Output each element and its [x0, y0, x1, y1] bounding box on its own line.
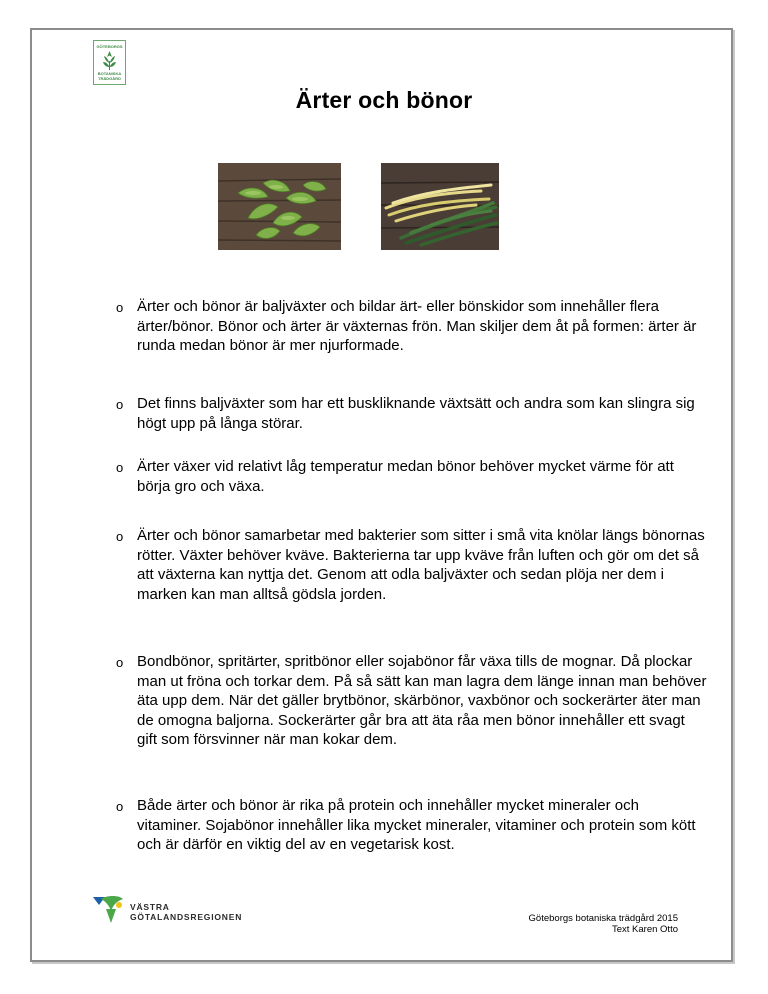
bullet-marker: o — [116, 397, 124, 412]
svg-text:BOTANISKA: BOTANISKA — [97, 71, 122, 76]
bullet-text: Ärter och bönor är baljväxter och bildar ärt- eller bönskidor som innehåller flera ärter/bönor. Bönor och ärter är växternas frön. Man skiljer dem åt på formen: ärter är runda medan bönor är mer njurformade. — [137, 298, 697, 354]
bullet-marker: o — [116, 300, 124, 315]
bullet-text: Ärter och bönor samarbetar med bakterier som sitter i små vita knölar längs bönornas rötter. Växter behöver kväve. Bakterierna tar upp kväve från luften och gör om det så att växterna kan nyttja det. Genom att odla baljväxter och sedan plöja ner dem i marken kan man alltså gödsla jorden. — [137, 527, 705, 603]
bullet-text: Både ärter och bönor är rika på protein och innehåller mycket mineraler och vitaminer. Sojabönor innehåller lika mycket mineraler, vitaminer och protein som kött och är därför en viktig del av en vegetarisk kost. — [137, 797, 696, 853]
page-title: Ärter och bönor — [295, 87, 473, 113]
bullet-text: Bondbönor, spritärter, spritbönor eller sojabönor får växa tills de mognar. Då plockar man ut fröna och torkar dem. På så sätt kan man lagra dem länge innan man behöver äta upp dem. När det gäller brytbönor, skärbönor, vaxbönor och sockerärter äter man de omogna baljorna. Sockerärter går bra att äta råa men bönor innehåller ett svagt gift som försvinner när man kokar dem. — [137, 653, 707, 748]
bullet-marker: o — [116, 529, 124, 544]
footer-credits — [529, 913, 678, 935]
bullet-marker: o — [116, 460, 124, 475]
svg-text:GÖTEBORGS: GÖTEBORGS — [96, 44, 123, 49]
list-item — [116, 526, 707, 604]
yellow-and-green-beans-photo — [381, 163, 499, 250]
list-item — [116, 652, 707, 750]
vgr-logo-text: VÄSTRA GÖTALANDSREGIONEN — [130, 902, 243, 922]
footer-line-2: Text Karen Otto — [611, 924, 678, 935]
svg-text:TRÄDGÅRD: TRÄDGÅRD — [98, 76, 121, 81]
list-item — [116, 297, 707, 356]
vastra-gotalandsregionen-logo — [93, 895, 253, 927]
list-item — [116, 394, 707, 433]
footer-line-1: Göteborgs botaniska trädgård 2015 — [528, 913, 678, 924]
bullet-text: Ärter växer vid relativt låg temperatur medan bönor behöver mycket värme för att börja gro och växa. — [137, 458, 674, 495]
list-item — [116, 457, 707, 496]
sugar-snap-peas-photo — [218, 163, 341, 250]
bullet-marker: o — [116, 655, 124, 670]
botanical-garden-logo — [93, 40, 126, 85]
bullet-text: Det finns baljväxter som har ett buskliknande växtsätt och andra som kan slingra sig högt upp på långa störar. — [137, 395, 695, 432]
list-item — [116, 796, 707, 855]
bullet-marker: o — [116, 799, 124, 814]
